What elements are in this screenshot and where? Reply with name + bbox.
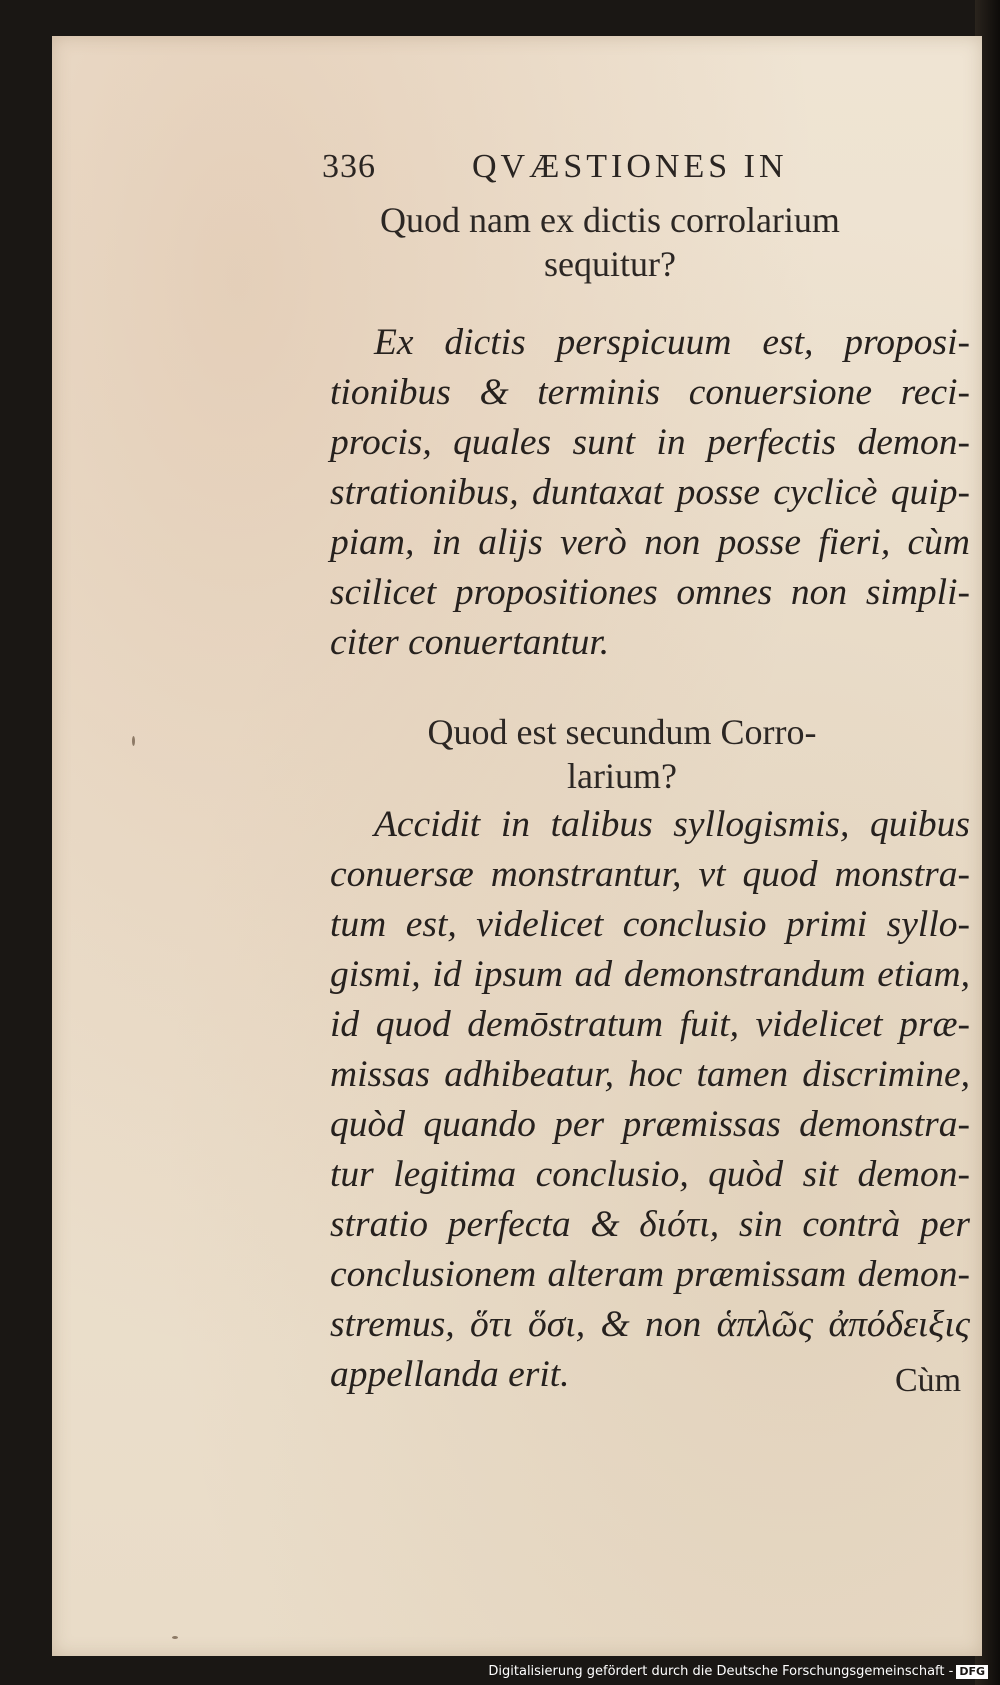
text-line: gismi, id ipsum ad demonstrandum etiam, xyxy=(330,954,970,995)
text-line: Ex dictis perspicuum est, proposi- xyxy=(374,322,970,363)
running-header xyxy=(322,148,842,188)
text-line: strationibus, duntaxat posse cyclicè quip- xyxy=(330,472,970,513)
credit-text: Digitalisierung gefördert durch die Deutsche Forschungsgemeinschaft - xyxy=(488,1664,954,1679)
text-line: tionibus & terminis conuersione reci- xyxy=(330,372,970,413)
text-line: conclusionem alteram præmissam demon- xyxy=(330,1254,970,1295)
answer-paragraph-2 xyxy=(330,800,970,1400)
text-line: scilicet propositiones omnes non simpli- xyxy=(330,572,970,613)
text-line: stremus, ὅτι ὅσι, & non ἁπλῶς ἀπόδειξις xyxy=(330,1304,970,1345)
text-line: conuersæ monstrantur, vt quod monstra- xyxy=(330,854,970,895)
text-line: tur legitima conclusio, quòd sit demon- xyxy=(330,1154,970,1195)
answer-paragraph-1 xyxy=(330,318,970,668)
question-line: larium? xyxy=(567,756,677,796)
text-line: citer conuertantur. xyxy=(330,622,610,663)
text-line: id quod demōstratum fuit, videlicet præ- xyxy=(330,1004,970,1045)
question-heading-1 xyxy=(300,198,920,286)
dfg-logo: DFG xyxy=(956,1665,988,1679)
text-line: tum est, videlicet conclusio primi syllo- xyxy=(330,904,970,945)
question-heading-2 xyxy=(312,710,932,798)
text-line: procis, quales sunt in perfectis demon- xyxy=(330,422,970,463)
question-line: Quod nam ex dictis corrolarium xyxy=(380,200,840,240)
running-title: QVÆSTIONES IN xyxy=(472,148,788,185)
text-line: stratio perfecta & διότι, sin contrà per xyxy=(330,1204,970,1245)
digitization-credit xyxy=(488,1661,988,1683)
text-line: appellanda erit. xyxy=(330,1354,570,1395)
catchword: Cùm xyxy=(895,1362,962,1399)
question-line: Quod est secundum Corro- xyxy=(427,712,817,752)
text-line: Accidit in talibus syllogismis, quibus xyxy=(374,804,970,845)
text-line: quòd quando per præmissas demonstra- xyxy=(330,1104,970,1145)
paper-speck xyxy=(132,736,135,746)
text-line: piam, in alijs verò non posse fieri, cùm xyxy=(330,522,970,563)
question-line: sequitur? xyxy=(544,244,676,284)
text-line: missas adhibeatur, hoc tamen discrimine, xyxy=(330,1054,970,1095)
paper-speck xyxy=(172,1636,178,1639)
page-number: 336 xyxy=(322,148,376,185)
